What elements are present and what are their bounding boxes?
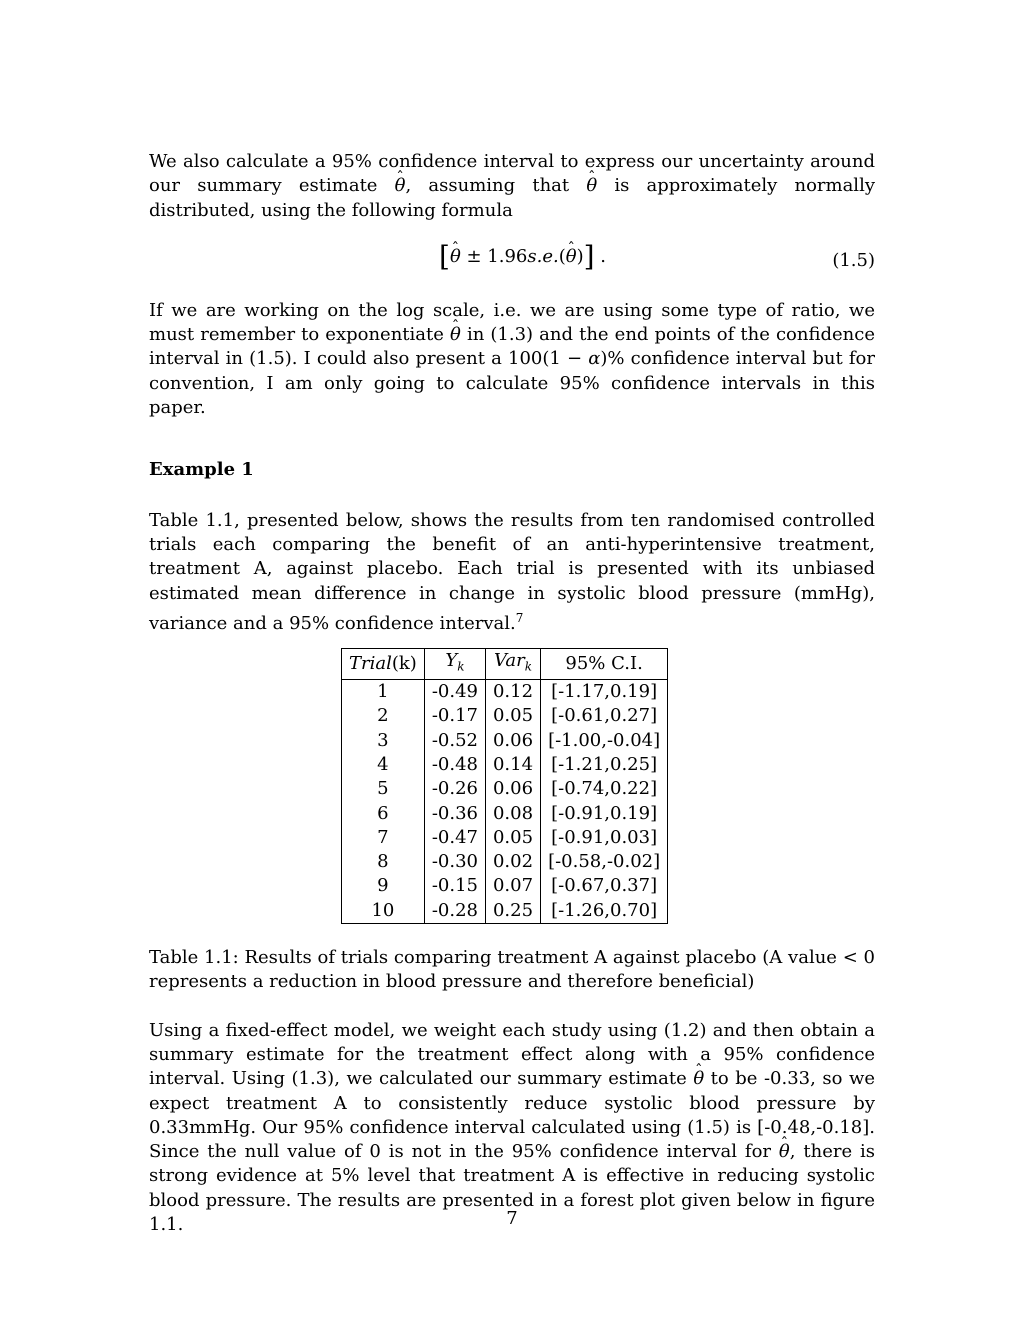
table-cell: [-0.61,0.27] [541, 704, 668, 728]
table-cell: 3 [342, 729, 425, 753]
table-cell: 1 [342, 680, 425, 705]
table-cell: [-1.00,-0.04] [541, 729, 668, 753]
table-row [342, 777, 668, 801]
table-caption: Table 1.1: Results of trials comparing treatment A against placebo (A value < 0 represents a reduction in blood pressure and therefore beneficial) [149, 947, 875, 993]
table-cell: 6 [342, 802, 425, 826]
equation-number: (1.5) [832, 249, 875, 271]
table-cell: 0.06 [485, 777, 540, 801]
table-cell: [-0.91,0.19] [541, 802, 668, 826]
table-cell: 8 [342, 850, 425, 874]
results-table [341, 648, 668, 924]
table-cell: 5 [342, 777, 425, 801]
table-row [342, 704, 668, 728]
paragraph-log-scale: If we are working on the log scale, i.e. we are using some type of ratio, we must remember to exponentiate θ ˆ in (1.3) and the end points of the confidence interval in (1.5). I could also present a 100(1 − α)% confidence interval but for convention, I am only going to calculate 95% confidence intervals in this paper. [149, 299, 875, 420]
table-cell: [-1.26,0.70] [541, 899, 668, 924]
table-cell: -0.52 [424, 729, 485, 753]
table-cell: 0.08 [485, 802, 540, 826]
table-cell: 9 [342, 874, 425, 898]
table-cell: 10 [342, 899, 425, 924]
table-row [342, 874, 668, 898]
table-cell: -0.36 [424, 802, 485, 826]
table-row [342, 826, 668, 850]
table-row [342, 899, 668, 924]
paragraph-table-intro: Table 1.1, presented below, shows the results from ten randomised controlled trials each comparing the benefit of an anti-hyperintensive treatment, treatment A, against placebo. Each trial is presented with its unbiased estimated mean difference in change in systolic blood pressure (mmHg), variance and a 95% confidence interval.$^7$ [149, 509, 875, 634]
table-cell: -0.30 [424, 850, 485, 874]
table-cell: -0.47 [424, 826, 485, 850]
table-cell: 0.05 [485, 704, 540, 728]
paragraph-ci-intro: We also calculate a 95% confidence interval to express our uncertainty around our summary estimate θ ˆ, assuming that θ ˆ is approximately normally distributed, using the following formula [149, 150, 875, 223]
table-cell: 0.14 [485, 753, 540, 777]
table-cell: [-1.17,0.19] [541, 680, 668, 705]
table-cell: 2 [342, 704, 425, 728]
table-cell: [-0.58,-0.02] [541, 850, 668, 874]
table-cell: 0.25 [485, 899, 540, 924]
footnote-marker: 7 [515, 610, 524, 625]
table-cell: [-0.91,0.03] [541, 826, 668, 850]
table-cell: 7 [342, 826, 425, 850]
table-cell: -0.17 [424, 704, 485, 728]
table-cell: 0.12 [485, 680, 540, 705]
paragraph-results: Using a fixed-effect model, we weight each study using (1.2) and then obtain a summary estimate for the treatment effect along with a 95% confidence interval. Using (1.3), we calculated our summary estimate θ ˆ to be -0.33, so we expect treatment A to consistently reduce systolic blood pressure by 0.33mmHg. Our 95% confidence interval calculated using (1.5) is [-0.48,-0.18]. Since the null value of 0 is not in the 95% confidence interval for θ ˆ, there is strong evidence at 5% level that treatment A is effective in reducing systolic blood pressure. The results are presented in a forest plot given below in figure 1.1. [149, 1019, 875, 1238]
table-row [342, 680, 668, 705]
equation-body: [θ ˆ ± 1.96s.e.(θ ˆ)] . [439, 245, 606, 269]
header-ci: 95% C.I. [541, 649, 668, 680]
header-y: $Y_k$ [424, 649, 485, 680]
table-row [342, 729, 668, 753]
table-cell: -0.15 [424, 874, 485, 898]
table-cell: 4 [342, 753, 425, 777]
table-cell: -0.28 [424, 899, 485, 924]
table-cell: -0.48 [424, 753, 485, 777]
table-cell: 0.07 [485, 874, 540, 898]
table-cell: 0.05 [485, 826, 540, 850]
page-body [149, 150, 875, 1237]
table-cell: -0.49 [424, 680, 485, 705]
header-trial: Trial(k) [342, 649, 425, 680]
theta-hat: θ ˆ [586, 174, 597, 198]
header-var: Var$_k$ [485, 649, 540, 680]
table-cell: 0.06 [485, 729, 540, 753]
table-header-row [342, 649, 668, 680]
table-cell: -0.26 [424, 777, 485, 801]
table-row [342, 850, 668, 874]
table-cell: [-0.74,0.22] [541, 777, 668, 801]
table-cell: 0.02 [485, 850, 540, 874]
table-cell: [-0.67,0.37] [541, 874, 668, 898]
table-cell: [-1.21,0.25] [541, 753, 668, 777]
page-number: 7 [506, 1208, 518, 1229]
theta-hat: θ ˆ [395, 174, 406, 198]
table-row [342, 753, 668, 777]
table-row [342, 802, 668, 826]
section-heading: Example 1 [149, 459, 254, 481]
equation-1-5 [149, 237, 875, 285]
